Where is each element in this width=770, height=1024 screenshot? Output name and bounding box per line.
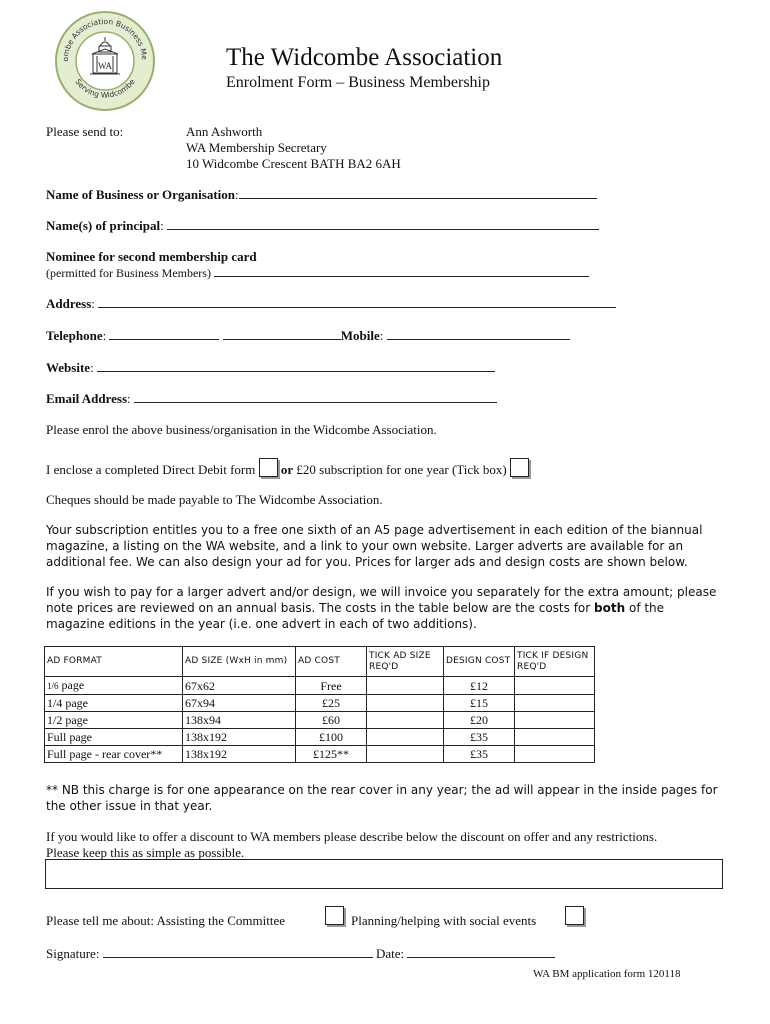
design-cost-cell: £35: [444, 729, 515, 746]
payment-row: [46, 458, 529, 478]
association-logo: [54, 10, 156, 112]
tick-design-cell[interactable]: [515, 677, 595, 695]
table-row: [45, 712, 595, 729]
tick-size-cell[interactable]: [367, 729, 444, 746]
subscription-label: £20 subscription for one year (Tick box): [296, 462, 507, 477]
design-cost-cell: £15: [444, 695, 515, 712]
address-label: Address: [46, 296, 92, 311]
table-row: [45, 677, 595, 695]
subscription-paragraph: Your subscription entitles you to a free one sixth of an A5 page advertisement in each edition of the biannual magazine, a listing on the WA website, and a link to your own website. Larger adverts are available for an additional fee. We can also design your ad for you. Prices for larger ads and design costs are shown below.: [46, 523, 703, 569]
tick-size-cell[interactable]: [367, 677, 444, 695]
send-to-line: 10 Widcombe Crescent BATH BA2 6AH: [186, 156, 401, 171]
larger-text-2: of the magazine editions in the year (i.e. one advert in each of two additions).: [46, 601, 665, 631]
ad-size-cell: 67x62: [183, 677, 296, 695]
logo-ring-top: ombe Association Business Me: [60, 16, 150, 62]
ad-cost-cell: £100: [296, 729, 367, 746]
telephone-label: Telephone: [46, 328, 103, 343]
ad-size-cell: 138x94: [183, 712, 296, 729]
ad-cost-cell: £125**: [296, 746, 367, 763]
nominee-label: Nominee for second membership card: [46, 249, 257, 264]
business-name-row: Name of Business or Organisation:: [46, 186, 597, 203]
signature-row: [46, 945, 555, 962]
ad-pricing-table: [44, 646, 595, 763]
tick-design-cell[interactable]: [515, 746, 595, 763]
design-cost-cell: £35: [444, 746, 515, 763]
website-label: Website: [46, 360, 91, 375]
send-to-address: [186, 124, 401, 172]
nominee-note: (permitted for Business Members): [46, 266, 211, 280]
direct-debit-label: I enclose a completed Direct Debit form: [46, 462, 256, 477]
send-to-line: Ann Ashworth: [186, 124, 263, 139]
ad-format-cell: Full page: [45, 729, 183, 746]
table-row: [45, 746, 595, 763]
principal-label: Name(s) of principal: [46, 218, 161, 233]
ad-size-cell: 138x192: [183, 729, 296, 746]
ad-size-cell: 138x192: [183, 746, 296, 763]
header-ad-format: AD FORMAT: [45, 647, 183, 677]
discount-text: If you would like to offer a discount to WA members please describe below the discount on offer and any restrictions. Please keep this as simple as possible.: [46, 829, 658, 860]
ad-cost-cell: £25: [296, 695, 367, 712]
planning-label: Planning/helping with social events: [351, 913, 537, 928]
tick-size-cell[interactable]: [367, 712, 444, 729]
nb-note: ** NB this charge is for one appearance on the rear cover in any year; the ad will appear in the inside pages for the other issue in that year.: [46, 783, 718, 813]
business-name-field[interactable]: [239, 186, 597, 199]
email-label: Email Address: [46, 391, 128, 406]
form-footer: WA BM application form 120118: [533, 968, 681, 980]
signature-label: Signature:: [46, 946, 100, 961]
email-field[interactable]: [134, 390, 497, 403]
subscription-checkbox[interactable]: [510, 458, 529, 477]
telephone-row: Telephone: Mobile:: [46, 327, 570, 344]
tell-me-label: Please tell me about: Assisting the Committee: [46, 913, 286, 928]
mobile-field[interactable]: [387, 327, 570, 340]
date-field[interactable]: [407, 945, 555, 958]
discount-input-box[interactable]: [45, 859, 723, 889]
address-field[interactable]: [98, 295, 616, 308]
table-header-row: [45, 647, 595, 677]
logo-ring-bottom: Serving Widcombe: [73, 77, 137, 100]
tick-size-cell[interactable]: [367, 695, 444, 712]
page-title: The Widcombe Association: [226, 44, 503, 71]
ad-size-cell: 67x94: [183, 695, 296, 712]
ad-format-cell: 1/2 page: [45, 712, 183, 729]
ad-format-cell: 1/6 page: [45, 677, 183, 695]
ad-format-cell: 1/4 page: [45, 695, 183, 712]
header-design-cost: DESIGN COST: [444, 647, 515, 677]
ad-cost-cell: £60: [296, 712, 367, 729]
or-text: or: [280, 462, 294, 477]
cheques-text: Cheques should be made payable to The Widcombe Association.: [46, 492, 383, 507]
email-row: Email Address:: [46, 390, 497, 407]
nominee-field[interactable]: [214, 264, 589, 277]
telephone-field-2[interactable]: [223, 327, 341, 340]
send-to-line: WA Membership Secretary: [186, 140, 327, 155]
header-tick-design: TICK IF DESIGN REQ'D: [515, 647, 595, 677]
enrol-text: Please enrol the above business/organisation in the Widcombe Association.: [46, 422, 437, 437]
nominee-row: [46, 264, 589, 281]
mobile-label: Mobile: [340, 328, 380, 343]
tick-design-cell[interactable]: [515, 695, 595, 712]
website-field[interactable]: [97, 359, 495, 372]
website-row: Website:: [46, 359, 495, 376]
address-row: Address:: [46, 295, 616, 312]
design-cost-cell: £12: [444, 677, 515, 695]
ad-cost-cell: Free: [296, 677, 367, 695]
tick-design-cell[interactable]: [515, 729, 595, 746]
design-cost-cell: £20: [444, 712, 515, 729]
signature-field[interactable]: [103, 945, 373, 958]
principal-field[interactable]: [167, 217, 599, 230]
principal-row: Name(s) of principal:: [46, 217, 599, 234]
ad-format-cell: Full page - rear cover**: [45, 746, 183, 763]
send-to-label: Please send to:: [46, 124, 124, 139]
tick-design-cell[interactable]: [515, 712, 595, 729]
header-tick-size: TICK AD SIZE REQ'D: [367, 647, 444, 677]
larger-text-bold: both: [594, 601, 626, 615]
table-row: [45, 729, 595, 746]
direct-debit-checkbox[interactable]: [259, 458, 278, 477]
assisting-committee-checkbox[interactable]: [325, 906, 344, 925]
table-row: [45, 695, 595, 712]
page-subtitle: Enrolment Form – Business Membership: [226, 74, 490, 91]
header-ad-size: AD SIZE (WxH in mm): [183, 647, 296, 677]
header-ad-cost: AD COST: [296, 647, 367, 677]
date-label: Date:: [375, 946, 405, 961]
larger-advert-paragraph: [46, 584, 718, 632]
larger-text-1: If you wish to pay for a larger advert and/or design, we will invoice you separately for the extra amount; please note prices are reviewed on an annual basis. The costs in the table below are the costs for: [46, 585, 717, 615]
logo-emblem-text: WA: [98, 61, 112, 71]
tick-size-cell[interactable]: [367, 746, 444, 763]
business-name-label: Name of Business or Organisation: [46, 187, 235, 202]
planning-checkbox[interactable]: [565, 906, 584, 925]
telephone-field[interactable]: [109, 327, 219, 340]
